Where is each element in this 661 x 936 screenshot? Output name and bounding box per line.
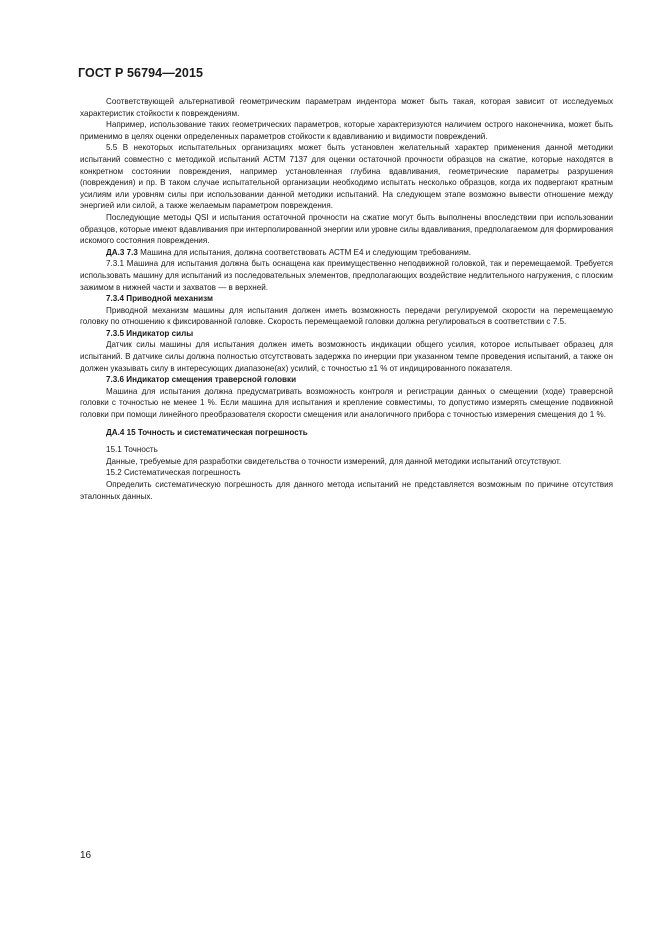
paragraph-7-3-4: Приводной механизм машины для испытания должен иметь возможность передачи регулируемой скорости на перемещаемую головку по отношению к фиксированной головке. Скорость перемещаемой головки должна регулироваться в соответствии с 7.5. xyxy=(80,305,613,327)
paragraph-7-3-6: Машина для испытания должна предусматривать возможность контроля и регистрации данных о смещении (ходе) траверсной головки с точностью не менее 1 %. Если машина для испытания и крепление совместимы, то допустимо измерять смещение подвижной головки при помощи линейного преобразователя скорости смещения или аналогичного прибора с точностью измерения смещения до 1 %. xyxy=(80,386,613,420)
page-number: 16 xyxy=(80,850,92,861)
heading-da4: ДА.4 15 Точность и систематическая погрешность xyxy=(106,427,308,437)
da3-text: Машина для испытания, должна соответствовать АСТМ Е4 и следующим требованиям. xyxy=(137,247,472,257)
document-header: ГОСТ Р 56794—2015 xyxy=(78,66,204,80)
heading-7-3-6: 7.3.6 Индикатор смещения траверсной головки xyxy=(106,375,297,385)
paragraph-da3 xyxy=(80,247,613,259)
paragraph-sharp-tip-example: Например, использование таких геометрических параметров, которые характеризуются наличием острого наконечника, может быть применимо в целях оценки определенных параметров стойкости к вдавливанию и видимости повреждений. xyxy=(80,120,613,141)
paragraph-15-1: Данные, требуемые для разработки свидетельства о точности измерений, для данной методики испытаний отсутствуют. xyxy=(106,456,562,466)
heading-15-1: 15.1 Точность xyxy=(106,445,158,455)
paragraph-qsi-methods: Последующие методы QSI и испытания остаточной прочности на сжатие могут быть выполнены впоследствии при использовании образцов, которые имеют вдавливания при интерполированной энергии или уровне силы вдавливания, предполагаемом для формирования искомого состояния повреждения. xyxy=(80,212,613,246)
da3-label: ДА.3 7.3 xyxy=(106,247,138,257)
paragraph-7-3-5: Датчик силы машины для испытания должен иметь возможность индикации общего усилия, которое испытывает образец для испытаний. В датчике силы должна полностью отсутствовать задержка по инерции при указанном темпе проведения испытаний, а также он должен указывать силу в интересующих диапазоне(ах) усилий, с точностью ±1 % от индицированного показателя. xyxy=(80,340,613,373)
paragraph-7-3-1: 7.3.1 Машина для испытания должна быть оснащена как преимущественно неподвижной головкой, так и перемещаемой. Требуется использовать машину для испытаний из последовательных элементов, предполагающих воздействие недлительного нагружения, с плоским зажимом в нижней части и захватов — в верхней. xyxy=(80,259,613,292)
heading-7-3-5: 7.3.5 Индикатор силы xyxy=(106,328,194,338)
paragraph-5-5: 5.5 В некоторых испытательных организациях может быть установлен желательный характер применения данной методики испытаний совместно с методикой испытаний АСТМ 7137 для оценки остаточной прочности образцов на сжатие, которые находятся в конкретном состоянии повреждения, например установленная глубина вдавливания, геометрические параметры разрушения (повреждения) и пр. В таком случае испытательной организации необходимо испытать несколько образцов, когда их подвергают кратным усилиям или уровням силы при использовании данной методики испытаний. На следующем этапе возможно вывести отношение между энергией или силой, а также желаемым параметром повреждения. xyxy=(80,143,613,211)
heading-15-2: 15.2 Систематическая погрешность xyxy=(106,468,241,478)
heading-7-3-4: 7.3.4 Приводной механизм xyxy=(106,294,213,304)
document-body xyxy=(80,96,613,502)
paragraph-alternative-geometry: Соответствующей альтернативой геометрическим параметрам индентора может быть такая, которая зависит от исследуемых характеристик стойкости к повреждениям. xyxy=(80,97,613,118)
paragraph-15-2: Определить систематическую погрешность для данного метода испытаний не представляется возможным по причине отсутствия эталонных данных. xyxy=(80,480,613,501)
